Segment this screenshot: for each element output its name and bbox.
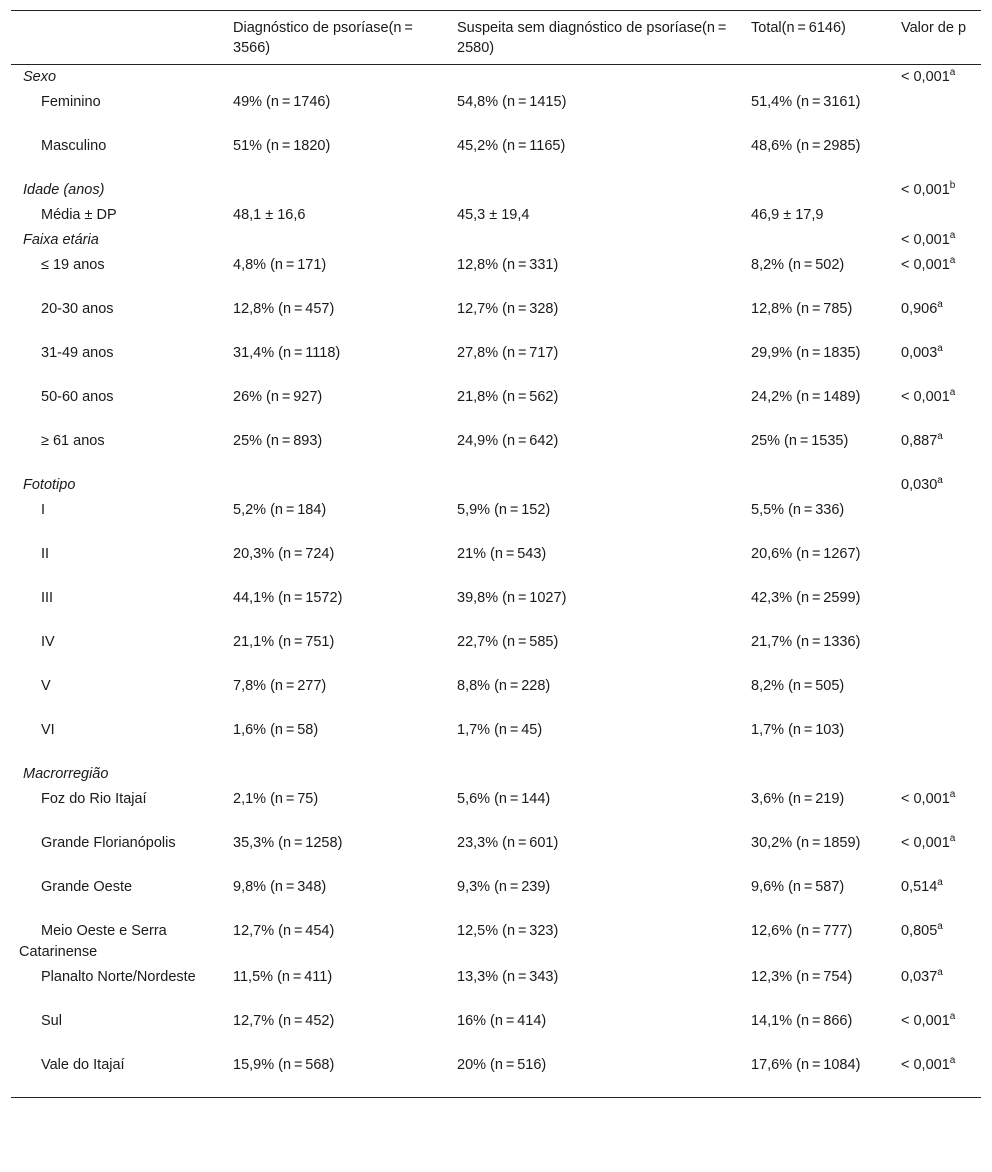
cell-suspected: 16% (n = 414) (457, 1013, 547, 1029)
cell-suspected: 13,3% (n = 343) (457, 969, 559, 985)
cell-p-value (889, 674, 981, 718)
p-value-footnote: b (949, 180, 956, 192)
row-label: Vale do Itajaí (41, 1057, 125, 1073)
cell-p-value (889, 253, 981, 297)
cell-total: 9,6% (n = 587) (751, 879, 845, 895)
cell-p-value (889, 762, 981, 787)
p-value-footnote: a (949, 255, 956, 267)
cell-suspected (445, 473, 739, 498)
cell-p-value (889, 65, 981, 91)
cell-diagnosed: 5,2% (n = 184) (233, 502, 327, 518)
cell-total: 25% (n = 1535) (751, 433, 849, 449)
cell-suspected: 12,7% (n = 328) (457, 301, 559, 317)
cell-total: 12,3% (n = 754) (751, 969, 853, 985)
p-value-text: < 0,001 (901, 389, 950, 405)
p-value-text: < 0,001 (901, 232, 950, 248)
row-label: 20-30 anos (41, 301, 114, 317)
cell-suspected (445, 65, 739, 91)
cell-diagnosed: 44,1% (n = 1572) (233, 590, 343, 606)
cell-p-value (889, 134, 981, 178)
cell-p-value (889, 919, 981, 965)
cell-diagnosed: 9,8% (n = 348) (233, 879, 327, 895)
cell-suspected: 23,3% (n = 601) (457, 835, 559, 851)
cell-diagnosed: 12,7% (n = 452) (233, 1013, 335, 1029)
cell-suspected: 22,7% (n = 585) (457, 634, 559, 650)
cell-total: 51,4% (n = 3161) (751, 94, 861, 110)
cell-p-value (889, 1053, 981, 1098)
table-row (11, 674, 981, 718)
table-body (11, 65, 981, 1098)
group-label: Faixa etária (23, 232, 99, 248)
cell-p-value (889, 228, 981, 253)
table-row (11, 1053, 981, 1098)
cell-p-value (889, 498, 981, 542)
p-value-text: < 0,001 (901, 182, 950, 198)
cell-suspected: 1,7% (n = 45) (457, 722, 543, 738)
row-label: Sul (41, 1013, 62, 1029)
p-value-footnote: a (949, 1055, 956, 1067)
cell-diagnosed: 15,9% (n = 568) (233, 1057, 335, 1073)
cell-diagnosed: 51% (n = 1820) (233, 138, 331, 154)
cell-total: 8,2% (n = 502) (751, 257, 845, 273)
table-group-row (11, 178, 981, 203)
cell-total: 20,6% (n = 1267) (751, 546, 861, 562)
p-value-text: 0,887 (901, 433, 938, 449)
cell-total: 30,2% (n = 1859) (751, 835, 861, 851)
cell-suspected: 12,8% (n = 331) (457, 257, 559, 273)
table-row (11, 831, 981, 875)
table-group-row (11, 473, 981, 498)
header-p-value: Valor de p (901, 20, 967, 36)
cell-suspected: 21% (n = 543) (457, 546, 547, 562)
group-label: Macrorregião (23, 766, 109, 782)
table-header (11, 11, 981, 65)
p-value-footnote: a (937, 921, 943, 933)
cell-total: 5,5% (n = 336) (751, 502, 845, 518)
cell-suspected: 39,8% (n = 1027) (457, 590, 567, 606)
header-row (11, 11, 981, 65)
psoriasis-table (11, 10, 981, 1098)
cell-total: 1,7% (n = 103) (751, 722, 845, 738)
cell-suspected (445, 178, 739, 203)
table-row (11, 297, 981, 341)
header-diagnosed: Diagnóstico de psoríase(n = 3566) (233, 20, 416, 56)
cell-total: 42,3% (n = 2599) (751, 590, 861, 606)
row-label: Masculino (41, 138, 107, 154)
cell-p-value (889, 875, 981, 919)
p-value-text: 0,037 (901, 969, 938, 985)
cell-total (739, 228, 889, 253)
p-value-footnote: a (949, 230, 956, 242)
table-row (11, 253, 981, 297)
p-value-footnote: a (937, 431, 943, 443)
row-label: Planalto Norte/Nordeste (41, 969, 196, 985)
cell-diagnosed: 49% (n = 1746) (233, 94, 331, 110)
cell-p-value (889, 1009, 981, 1053)
cell-total: 17,6% (n = 1084) (751, 1057, 861, 1073)
cell-suspected: 24,9% (n = 642) (457, 433, 559, 449)
row-label: Média ± DP (41, 207, 117, 223)
table-row (11, 498, 981, 542)
cell-suspected: 45,3 ± 19,4 (457, 207, 530, 223)
cell-diagnosed: 12,8% (n = 457) (233, 301, 335, 317)
cell-suspected: 20% (n = 516) (457, 1057, 547, 1073)
table-group-row (11, 762, 981, 787)
cell-p-value (889, 385, 981, 429)
table-group-row (11, 65, 981, 91)
cell-total: 14,1% (n = 866) (751, 1013, 853, 1029)
table-group-row (11, 228, 981, 253)
cell-suspected: 54,8% (n = 1415) (457, 94, 567, 110)
cell-p-value (889, 429, 981, 473)
p-value-footnote: a (937, 877, 943, 889)
group-label: Idade (anos) (23, 182, 105, 198)
cell-diagnosed (221, 65, 445, 91)
cell-total: 29,9% (n = 1835) (751, 345, 861, 361)
table-row (11, 203, 981, 228)
cell-p-value (889, 831, 981, 875)
p-value-footnote: a (937, 475, 943, 487)
p-value-text: < 0,001 (901, 69, 950, 85)
cell-diagnosed: 2,1% (n = 75) (233, 791, 319, 807)
table-row (11, 134, 981, 178)
p-value-text: < 0,001 (901, 257, 950, 273)
table-row (11, 429, 981, 473)
p-value-text: < 0,001 (901, 1057, 950, 1073)
table-row (11, 718, 981, 762)
cell-diagnosed: 1,6% (n = 58) (233, 722, 319, 738)
cell-suspected: 9,3% (n = 239) (457, 879, 551, 895)
p-value-text: < 0,001 (901, 835, 950, 851)
cell-diagnosed: 20,3% (n = 724) (233, 546, 335, 562)
cell-suspected: 45,2% (n = 1165) (457, 138, 566, 154)
p-value-footnote: a (949, 67, 956, 79)
cell-total: 46,9 ± 17,9 (751, 207, 824, 223)
cell-total (739, 473, 889, 498)
row-label: Feminino (41, 94, 101, 110)
table-row (11, 90, 981, 134)
p-value-footnote: a (949, 387, 956, 399)
cell-diagnosed: 48,1 ± 16,6 (233, 207, 306, 223)
group-label: Sexo (23, 69, 57, 85)
cell-diagnosed: 35,3% (n = 1258) (233, 835, 343, 851)
p-value-text: < 0,001 (901, 791, 950, 807)
p-value-text: 0,514 (901, 879, 938, 895)
cell-diagnosed: 31,4% (n = 1118) (233, 345, 341, 361)
table-row (11, 1009, 981, 1053)
cell-total (739, 178, 889, 203)
table-row (11, 542, 981, 586)
header-variable (11, 11, 221, 65)
cell-total (739, 762, 889, 787)
p-value-footnote: a (949, 789, 956, 801)
cell-p-value (889, 178, 981, 203)
row-label: V (41, 678, 51, 694)
row-label: ≤ 19 anos (41, 257, 105, 273)
table-row (11, 341, 981, 385)
p-value-footnote: a (949, 1011, 956, 1023)
cell-diagnosed: 21,1% (n = 751) (233, 634, 335, 650)
cell-p-value (889, 90, 981, 134)
row-label: 50-60 anos (41, 389, 114, 405)
cell-diagnosed (221, 473, 445, 498)
p-value-footnote: a (937, 299, 943, 311)
cell-diagnosed: 12,7% (n = 454) (233, 923, 335, 939)
row-label: Grande Florianópolis (41, 835, 176, 851)
p-value-footnote: a (937, 343, 943, 355)
row-label: III (41, 590, 54, 606)
table-row (11, 787, 981, 831)
data-table-container (11, 10, 981, 1098)
row-label: Foz do Rio Itajaí (41, 791, 147, 807)
table-row (11, 630, 981, 674)
p-value-text: 0,805 (901, 923, 938, 939)
cell-p-value (889, 542, 981, 586)
cell-p-value (889, 630, 981, 674)
cell-p-value (889, 473, 981, 498)
row-label: Grande Oeste (41, 879, 133, 895)
cell-suspected: 27,8% (n = 717) (457, 345, 559, 361)
p-value-text: 0,906 (901, 301, 938, 317)
cell-total: 3,6% (n = 219) (751, 791, 845, 807)
cell-diagnosed (221, 762, 445, 787)
p-value-text: 0,030 (901, 477, 938, 493)
cell-p-value (889, 965, 981, 1009)
cell-total: 12,6% (n = 777) (751, 923, 853, 939)
cell-diagnosed: 4,8% (n = 171) (233, 257, 327, 273)
cell-suspected: 5,6% (n = 144) (457, 791, 551, 807)
p-value-footnote: a (937, 967, 943, 979)
cell-diagnosed: 11,5% (n = 411) (233, 969, 333, 985)
p-value-footnote: a (949, 833, 956, 845)
cell-total: 21,7% (n = 1336) (751, 634, 861, 650)
cell-suspected (445, 228, 739, 253)
cell-p-value (889, 586, 981, 630)
row-label: IV (41, 634, 55, 650)
cell-suspected: 5,9% (n = 152) (457, 502, 551, 518)
row-label: Meio Oeste e Serra Catarinense (19, 923, 167, 960)
table-row (11, 919, 981, 965)
cell-diagnosed: 25% (n = 893) (233, 433, 323, 449)
cell-suspected: 21,8% (n = 562) (457, 389, 559, 405)
table-row (11, 385, 981, 429)
header-suspected: Suspeita sem diagnóstico de psoríase(n = 2580) (457, 20, 730, 56)
row-label: ≥ 61 anos (41, 433, 105, 449)
cell-diagnosed (221, 178, 445, 203)
cell-suspected: 12,5% (n = 323) (457, 923, 559, 939)
cell-diagnosed (221, 228, 445, 253)
table-row (11, 586, 981, 630)
cell-p-value (889, 341, 981, 385)
cell-diagnosed: 7,8% (n = 277) (233, 678, 327, 694)
row-label: II (41, 546, 50, 562)
row-label: I (41, 502, 46, 518)
cell-p-value (889, 297, 981, 341)
cell-suspected: 8,8% (n = 228) (457, 678, 551, 694)
cell-total (739, 65, 889, 91)
cell-p-value (889, 718, 981, 762)
table-row (11, 965, 981, 1009)
cell-p-value (889, 203, 981, 228)
cell-total: 12,8% (n = 785) (751, 301, 853, 317)
header-total: Total(n = 6146) (751, 20, 846, 36)
cell-total: 8,2% (n = 505) (751, 678, 845, 694)
p-value-text: < 0,001 (901, 1013, 950, 1029)
table-row (11, 875, 981, 919)
cell-diagnosed: 26% (n = 927) (233, 389, 323, 405)
cell-total: 48,6% (n = 2985) (751, 138, 861, 154)
cell-suspected (445, 762, 739, 787)
row-label: VI (41, 722, 55, 738)
cell-p-value (889, 787, 981, 831)
row-label: 31-49 anos (41, 345, 114, 361)
group-label: Fototipo (23, 477, 76, 493)
cell-total: 24,2% (n = 1489) (751, 389, 861, 405)
p-value-text: 0,003 (901, 345, 938, 361)
